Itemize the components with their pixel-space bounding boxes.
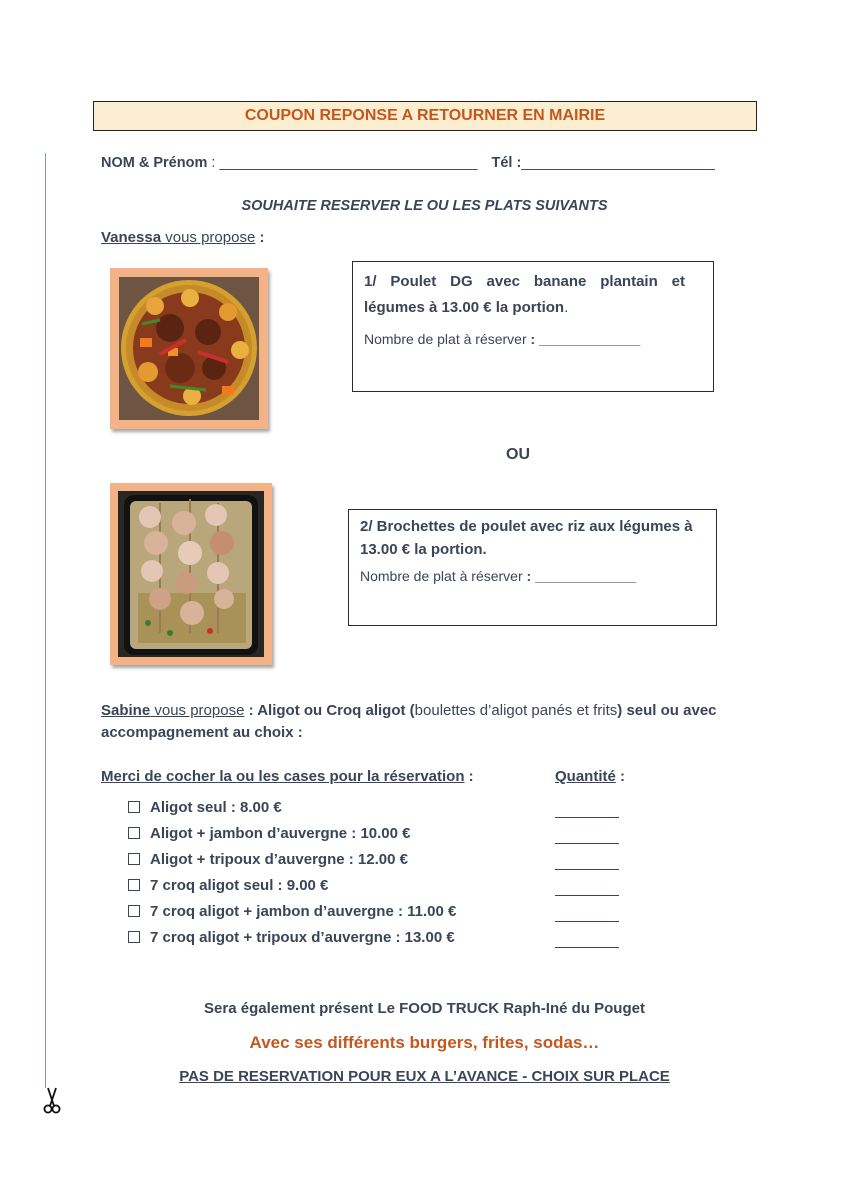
vanessa-intro — [101, 229, 264, 246]
dish1-count-colon: : — [526, 331, 540, 347]
tel-label: Tél : — [491, 155, 522, 171]
option-label: Aligot + tripoux d’auvergne : 12.00 € — [150, 851, 408, 868]
dish2-count-field[interactable]: _____________ — [535, 568, 637, 584]
option-row[interactable] — [128, 799, 282, 816]
poulet-dg-image — [110, 268, 268, 429]
dish2-count-row — [360, 568, 708, 584]
dish1-box — [352, 261, 714, 392]
option-label: 7 croq aligot + jambon d’auvergne : 11.00 € — [150, 903, 457, 920]
quantity-field[interactable] — [555, 931, 619, 948]
dish1-title — [364, 269, 685, 321]
food-truck-menu: Avec ses différents burgers, frites, sodas… — [249, 1033, 600, 1052]
option-row[interactable] — [128, 929, 455, 946]
option-label: 7 croq aligot seul : 9.00 € — [150, 877, 329, 894]
instruction — [101, 768, 474, 785]
dish2-count-label: Nombre de plat à réserver — [360, 568, 523, 584]
instruction-colon: : — [464, 768, 474, 785]
sabine-propose: vous propose — [150, 702, 245, 719]
food-truck-note: Sera également présent Le FOOD TRUCK Raph-Iné du Pouget — [204, 1000, 645, 1017]
sabine-offer: : Aligot ou Croq aligot ( — [244, 702, 415, 719]
checkbox[interactable] — [128, 931, 140, 943]
dish2-title: 2/ Brochettes de poulet avec riz aux légumes à 13.00 € la portion. — [360, 518, 693, 558]
checkbox[interactable] — [128, 905, 140, 917]
brochettes-image — [110, 483, 272, 665]
vanessa-propose: vous propose — [161, 229, 256, 246]
dish2-count-colon: : — [522, 568, 536, 584]
section-subtitle: SOUHAITE RESERVER LE OU LES PLATS SUIVANTS — [241, 198, 608, 214]
scissors-icon — [41, 1086, 63, 1116]
option-label: Aligot seul : 8.00 € — [150, 799, 282, 816]
option-row[interactable] — [128, 825, 411, 842]
option-row[interactable] — [128, 877, 328, 894]
or-separator: OU — [506, 446, 530, 463]
quantity-field[interactable] — [555, 853, 619, 870]
dish1-count-row — [364, 331, 685, 347]
vanessa-name: Vanessa — [101, 229, 162, 246]
quantity-header — [555, 768, 625, 785]
no-reservation-note: PAS DE RESERVATION POUR EUX A L’AVANCE - CHOIX SUR PLACE — [179, 1068, 670, 1085]
sabine-offer-rest: ) seul ou avec accompagnement au choix : — [101, 702, 717, 741]
quantity-field[interactable] — [555, 905, 619, 922]
sabine-intro — [101, 700, 751, 744]
dish1-count-label: Nombre de plat à réserver — [364, 331, 527, 347]
quantity-field[interactable] — [555, 801, 619, 818]
name-label: NOM & Prénom — [101, 155, 208, 171]
dish1-title-text: 1/ Poulet DG avec banane plantain et légumes à 13.00 € la portion — [364, 273, 685, 316]
quantity-field[interactable] — [555, 827, 619, 844]
checkbox[interactable] — [128, 853, 140, 865]
dish1-count-field[interactable]: _____________ — [539, 331, 641, 347]
option-row[interactable] — [128, 851, 408, 868]
checkbox[interactable] — [128, 801, 140, 813]
tel-field[interactable]: ________________________ — [521, 155, 715, 171]
contact-row — [101, 155, 715, 171]
checkbox[interactable] — [128, 879, 140, 891]
option-label: Aligot + jambon d’auvergne : 10.00 € — [150, 825, 411, 842]
name-field[interactable]: ________________________________ — [219, 155, 478, 171]
dish2-photo — [110, 483, 272, 665]
dish2-box — [348, 509, 717, 626]
dish1-period: . — [564, 299, 569, 316]
quantity-field[interactable] — [555, 879, 619, 896]
coupon-title: COUPON REPONSE A RETOURNER EN MAIRIE — [93, 101, 757, 131]
quantity-header-text: Quantité — [555, 768, 616, 785]
checkbox[interactable] — [128, 827, 140, 839]
quantity-header-colon: : — [615, 768, 626, 785]
option-row[interactable] — [128, 903, 456, 920]
name-separator: : — [207, 155, 220, 171]
option-label: 7 croq aligot + tripoux d’auvergne : 13.00 € — [150, 929, 455, 946]
cut-line — [45, 153, 46, 1088]
instruction-text: Merci de cocher la ou les cases pour la réservation — [101, 768, 465, 785]
sabine-description: boulettes d’aligot panés et frits — [414, 702, 618, 719]
sabine-name: Sabine — [101, 702, 151, 719]
vanessa-colon: : — [255, 229, 265, 246]
dish1-photo — [110, 268, 268, 429]
